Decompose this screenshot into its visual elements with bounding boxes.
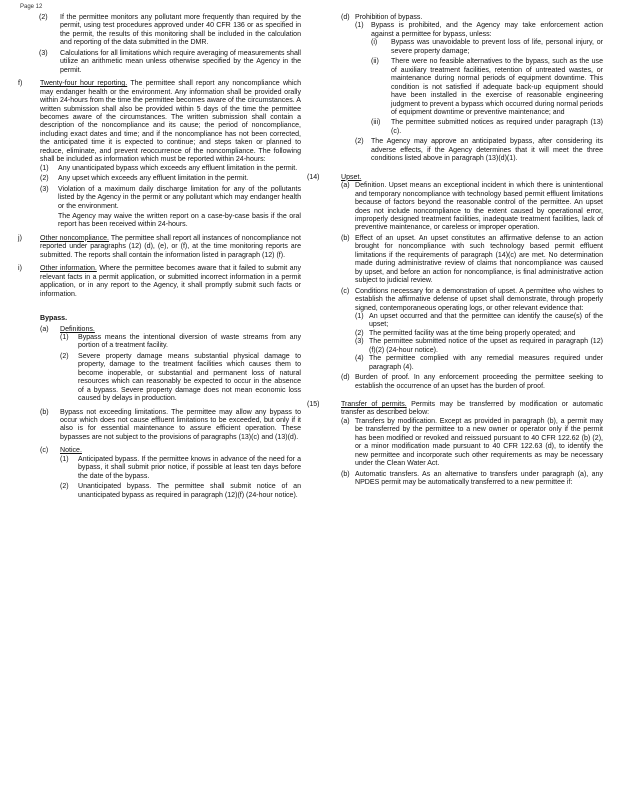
section-24-hour-reporting	[18, 80, 301, 230]
item-marker: (2)	[60, 352, 69, 360]
list-item	[355, 330, 603, 338]
subsection-title: Definitions.	[60, 325, 95, 333]
list-item	[355, 313, 603, 330]
list-item	[355, 338, 603, 355]
item-text: Transfers by modification. Except as provided in paragraph (b), a permit may be transferred by the permittee to a new owner or operator only if the permit has been modified or revoked and reissued pursuant to 40 CFR 122.62 (b) (2), or a minor modification made pursuant to 40 CFR 122.63 (d), to identify the new permittee and incorporate such other requirements as may be necessary under the Clean Water Act.	[355, 417, 603, 468]
section-bypass	[40, 315, 301, 500]
item-marker: (b)	[341, 470, 350, 478]
monitoring-item-2	[39, 14, 301, 48]
item-marker: (2)	[355, 329, 364, 337]
upset-effect	[341, 235, 603, 286]
list-item	[60, 456, 301, 481]
list-item	[40, 165, 301, 173]
item-text: Calculations for all limitations which require averaging of measurements shall utilize an arithmetic mean unless otherwise specified by the Agency in the permit.	[60, 49, 301, 74]
item-text: Bypass means the intentional diversion of waste streams from any portion of a treatment facility.	[78, 333, 301, 350]
item-text: The permittee submitted notice of the upset as required in paragraph (12)(f)(2) (24-hour notice).	[369, 338, 603, 354]
section-title: Other noncompliance.	[40, 234, 109, 242]
list-item	[60, 353, 301, 404]
item-text: Bypass is prohibited, and the Agency may take enforcement action against a permittee for bypass, unless:	[371, 22, 603, 38]
item-text: Violation of a maximum daily discharge limitation for any of the pollutants listed by the Agency in the permit or any pollutant which may endanger health or the environment.	[58, 185, 301, 210]
list-item	[355, 138, 603, 163]
section-upset	[307, 174, 603, 391]
list-item	[371, 119, 603, 136]
list-item	[60, 483, 301, 500]
item-text: An upset occurred and that the permittee can identify the cause(s) of the upset;	[369, 312, 603, 329]
upset-conditions	[341, 288, 603, 373]
bypass-definitions	[40, 326, 301, 404]
item-marker: (i)	[371, 39, 378, 47]
item-text: Definition. Upset means an exceptional incident in which there is unintentional and temporary noncompliance with technology based permit effluent limitations because of factors beyond the reasonable control of the permittee. An upset does not include noncompliance to the extent caused by operational error, improperly designed treatment facilities, inadequate treatment facilities, lack of preventive maintenance, or careless or improper operation.	[355, 182, 603, 232]
right-column	[307, 14, 603, 488]
item-marker: (4)	[355, 355, 364, 363]
transfer-by-modification	[341, 418, 603, 469]
section-marker: (15)	[307, 401, 320, 409]
section-text: Permits may be transferred by modification or automatic transfer as described below:	[341, 401, 603, 417]
item-marker: (b)	[40, 408, 49, 416]
list-item	[40, 175, 301, 183]
item-text: Unanticipated bypass. The permittee shall submit notice of an unanticipated bypass as required in paragraph (12)(f) (24-hour notice).	[78, 483, 301, 499]
prohibition-of-bypass	[341, 14, 603, 164]
section-other-information	[18, 265, 301, 299]
section-title: Transfer of permits.	[341, 401, 407, 409]
list-item	[371, 39, 603, 56]
item-marker: (2)	[39, 14, 48, 21]
item-text: Severe property damage means substantial physical damage to property, damage to the treatment facilities which causes them to become inoperable, or substantial and permanent loss of natural resources which can reasonably be expected to occur in the absence of a bypass. Severe property damage does not mean economic loss caused by delays in production.	[78, 352, 301, 403]
bypass-not-exceeding	[40, 409, 301, 443]
item-marker: (a)	[341, 417, 350, 425]
item-text: There were no feasible alternatives to the bypass, such as the use of auxiliary treatment facilities, retention of untreated wastes, or maintenance during normal periods of equipment downtime. This condition is not satisfied if adequate back-up equipment should have been installed in the exercise of reasonable engineering judgment to prevent a bypass which occurred during normal periods of equipment downtime or preventive maintenance; and	[391, 58, 603, 116]
section-marker: f)	[18, 80, 23, 88]
item-marker: (3)	[39, 49, 48, 57]
item-marker: (1)	[40, 164, 49, 172]
item-text: The permittee submitted notices as required under paragraph (13)(c).	[391, 119, 603, 135]
item-text: Any upset which exceeds any effluent limitation in the permit.	[58, 175, 249, 183]
item-marker: (1)	[60, 455, 69, 463]
list-item	[60, 334, 301, 351]
item-marker: (a)	[40, 325, 49, 333]
item-marker: (iii)	[371, 119, 381, 127]
item-marker: (1)	[355, 22, 364, 30]
section-title: Upset.	[341, 173, 362, 181]
upset-definition	[341, 182, 603, 233]
item-marker: (3)	[40, 185, 49, 193]
item-marker: (d)	[341, 14, 350, 21]
item-text: Effect of an upset. An upset constitutes an affirmative defense to an action brought for noncompliance with such technology based permit effluent limitations if the requirements of paragraph (14)(c) are met. No determination made during administrative review of claims that noncompliance was caused by upset, and before an action for noncompliance, is final administrative action subject to judicial review.	[355, 234, 603, 285]
monitoring-item-3	[39, 50, 301, 75]
item-text: Anticipated bypass. If the permittee knows in advance of the need for a bypass, it shall submit prior notice, if possible at least ten days before the date of the bypass.	[78, 455, 301, 480]
item-marker: (c)	[40, 447, 49, 455]
item-text: Conditions necessary for a demonstration of upset. A permittee who wishes to establish the affirmative defense of upset shall demonstrate, through properly signed, contemporaneous operating logs, or other relevant evidence that:	[355, 287, 603, 312]
section-title: Bypass.	[40, 315, 68, 323]
item-marker: (2)	[60, 483, 69, 491]
list-item	[355, 22, 603, 136]
left-column	[18, 14, 301, 500]
section-marker: j)	[18, 234, 22, 242]
item-text: If the permittee monitors any pollutant more frequently than required by the permit, using test procedures approved under 40 CFR 136 or as specified in the permit, the results of this monitoring shall be included in the calculation and reporting of the data submitted in the DMR.	[60, 14, 301, 47]
automatic-transfers	[341, 471, 603, 488]
item-marker: (b)	[341, 234, 350, 242]
item-text: The Agency may approve an anticipated bypass, after considering its adverse effects, if the Agency determines that it will meet the three conditions listed above in paragraph (13)(d)(1).	[371, 138, 603, 163]
item-text: Burden of proof. In any enforcement proceeding the permittee seeking to establish the occurrence of an upset has the burden of proof.	[355, 374, 603, 390]
item-marker: (a)	[341, 182, 350, 190]
section-marker: i)	[18, 265, 22, 273]
item-marker: (ii)	[371, 58, 379, 66]
item-marker: (1)	[355, 312, 364, 320]
item-text: The permitted facility was at the time being properly operated; and	[369, 329, 576, 337]
item-text: Bypass was unavoidable to prevent loss of life, personal injury, or severe property damage;	[391, 39, 603, 55]
item-marker: (3)	[355, 338, 364, 346]
section-title: Other information.	[40, 265, 97, 273]
bypass-notice	[40, 447, 301, 500]
item-text: Bypass not exceeding limitations. The permittee may allow any bypass to occur which does not cause effluent limitations to be exceeded, but only if it also is for essential maintenance to assure efficient operation. These bypasses are not subject to the provisions of paragraphs (13)(c) and (13)(d).	[60, 408, 301, 441]
section-marker: (14)	[307, 173, 320, 181]
section-text: The permittee shall report all instances of noncompliance not reported under paragraphs (12) (d), (e), or (f), at the time monitoring reports are submitted. The reports shall contain the information listed in paragraph (12) (f).	[40, 234, 301, 259]
waiver-text: The Agency may waive the written report on a case-by-case basis if the oral report has been received within 24-hours.	[58, 212, 301, 229]
subsection-title: Notice.	[60, 447, 82, 455]
list-item	[371, 58, 603, 117]
item-text: Automatic transfers. As an alternative to transfers under paragraph (a), any NPDES permit may be automatically transferred to a new permittee if:	[355, 470, 603, 487]
list-item	[355, 355, 603, 372]
upset-burden-of-proof	[341, 374, 603, 391]
item-text: Any unanticipated bypass which exceeds any effluent limitation in the permit.	[58, 164, 298, 172]
section-title: Twenty-four hour reporting.	[40, 80, 128, 88]
item-marker: (d)	[341, 374, 350, 382]
item-marker: (1)	[60, 333, 69, 341]
item-marker: (2)	[355, 138, 364, 146]
list-item	[40, 186, 301, 211]
section-other-noncompliance	[18, 235, 301, 260]
page-number: Page 12	[20, 4, 43, 10]
section-text: The permittee shall report any noncompliance which may endanger health or the environment. Any information shall be provided orally within 24-hours from the time the permittee becomes aware of the circumstances. A written submission shall also be provided within 5 days of the time the permittee becomes aware of the circumstances. The written submission shall contain a description of the noncompliance and its cause; the period of noncompliance, including exact dates and time; and if the noncompliance has not been corrected, the anticipated time it is expected to continue; and steps taken or planned to reduce, eliminate, and prevent reoccurrence of the noncompliance. The following shall be included as information which must be reported within 24-hours:	[40, 80, 301, 164]
item-marker: (c)	[341, 287, 350, 295]
item-marker: (2)	[40, 175, 49, 183]
section-text: Where the permittee becomes aware that it failed to submit any relevant facts in a permit application, or submitted incorrect information in a permit application, or in any report to the Agency, it shall promptly submit such facts or information.	[40, 265, 301, 298]
subsection-title: Prohibition of bypass.	[355, 14, 423, 21]
item-text: The permittee complied with any remedial measures required under paragraph (4).	[369, 355, 603, 371]
section-transfer-of-permits	[307, 401, 603, 488]
